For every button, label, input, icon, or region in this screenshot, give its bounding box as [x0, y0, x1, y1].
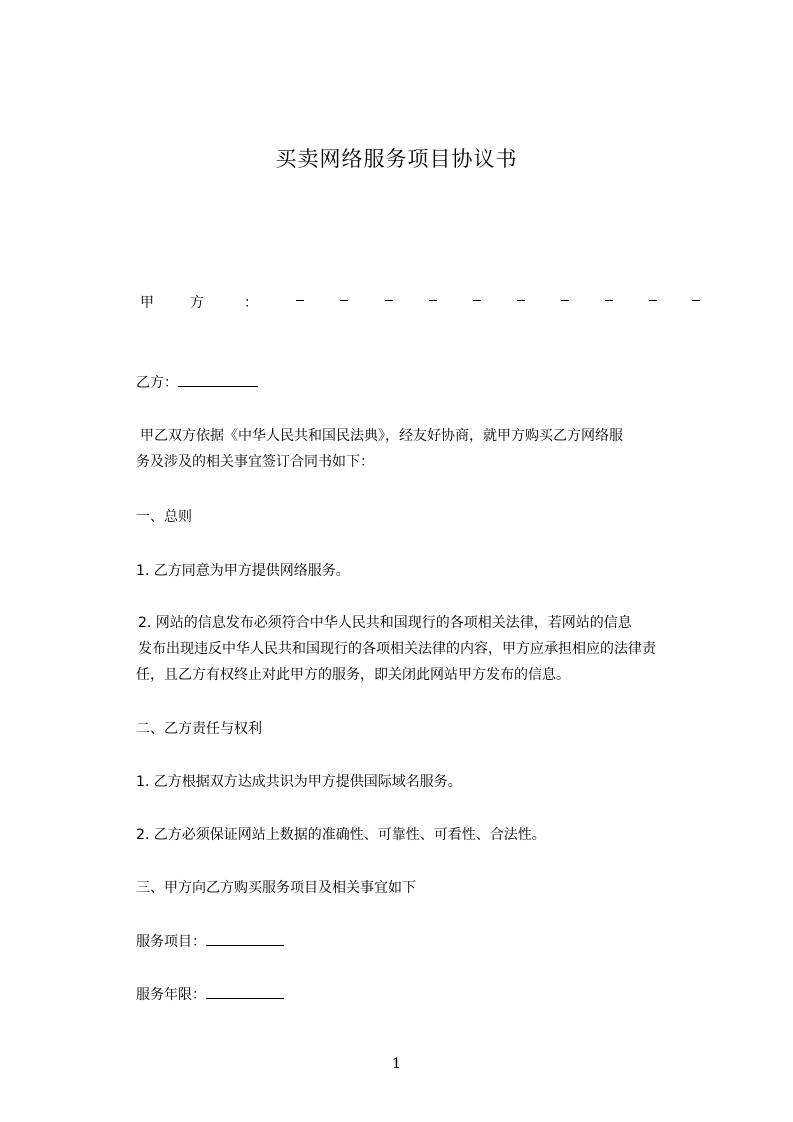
- section-2-item-2: 2. 乙方必须保证网站上数据的准确性、可靠性、可看性、合法性。: [136, 827, 546, 843]
- intro-line-1: 甲乙双方依据《中华人民共和国民法典》，经友好协商，就甲方购买乙方网络服: [140, 428, 623, 444]
- document-title: 买卖网络服务项目协议书: [275, 147, 518, 171]
- service-years-blank: [206, 986, 284, 999]
- party-a-blank-dash: [517, 300, 525, 301]
- service-item-label: 服务项目：: [136, 934, 206, 950]
- service-item-blank: [206, 933, 284, 946]
- party-a-blank-dash: [385, 300, 393, 301]
- party-a-char-2: 方: [190, 295, 204, 311]
- section-2-heading: 二、乙方责任与权利: [136, 721, 262, 737]
- service-item-line: [136, 931, 284, 951]
- party-b-label: 乙方：: [136, 375, 178, 391]
- service-years-line: [136, 984, 284, 1004]
- party-b-blank: [178, 374, 258, 387]
- party-a-colon: ：: [244, 295, 258, 311]
- party-a-blank-dash: [649, 300, 657, 301]
- party-a-blank-dash: [692, 300, 700, 301]
- intro-line-2: 务及涉及的相关事宜签订合同书如下：: [136, 454, 374, 470]
- section-1-item-2-line-3: 任，且乙方有权终止对此甲方的服务，即关闭此网站甲方发布的信息。: [136, 667, 570, 683]
- party-a-blank-dash: [296, 300, 304, 301]
- section-1-item-2-line-1: 2. 网站的信息发布必须符合中华人民共和国现行的各项相关法律，若网站的信息: [138, 615, 632, 631]
- party-a-blank-dash: [473, 300, 481, 301]
- section-1-heading: 一、总则: [136, 509, 192, 525]
- party-a-char-1: 甲: [140, 295, 154, 311]
- party-a-line: [140, 292, 700, 314]
- party-a-blank-dash: [561, 300, 569, 301]
- service-years-label: 服务年限：: [136, 987, 206, 1003]
- section-1-item-2-line-2: 发布出现违反中华人民共和国现行的各项相关法律的内容，甲方应承担相应的法律责: [138, 641, 656, 657]
- party-a-blank-dash: [429, 300, 437, 301]
- page-number: 1: [392, 1056, 401, 1072]
- party-b-line: [136, 372, 258, 392]
- section-1-item-1: 1. 乙方同意为甲方提供网络服务。: [136, 563, 350, 579]
- section-3-heading: 三、甲方向乙方购买服务项目及相关事宜如下: [136, 880, 416, 896]
- party-a-blank-dash: [340, 300, 348, 301]
- section-2-item-1: 1. 乙方根据双方达成共识为甲方提供国际域名服务。: [136, 774, 462, 790]
- party-a-blank-dash: [605, 300, 613, 301]
